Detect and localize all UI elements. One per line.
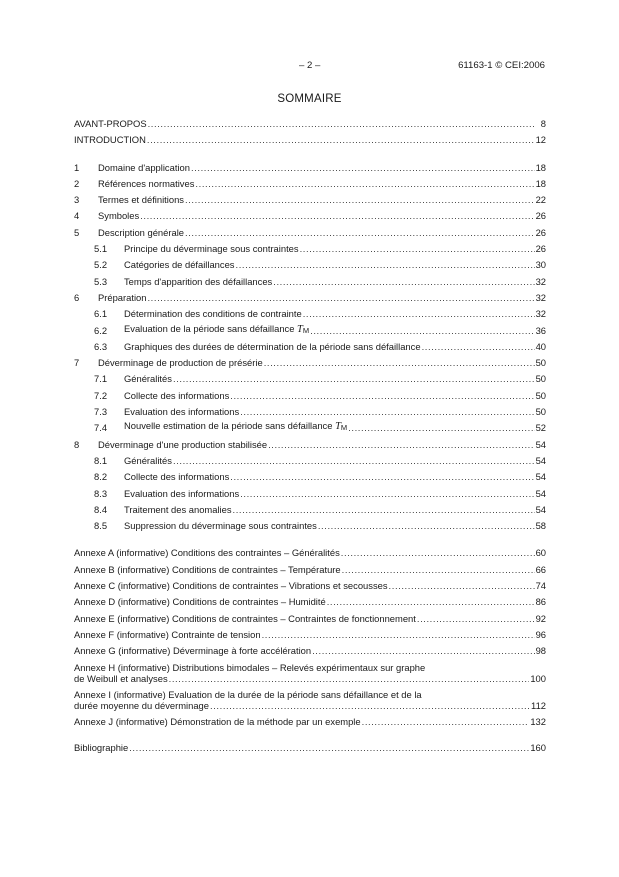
toc-entry-number: 8.1 [94, 454, 108, 466]
dot-leader [362, 716, 530, 727]
toc-entry[interactable] [74, 439, 546, 450]
toc-entry-page: 8 [540, 118, 546, 129]
toc-entry-page: 50 [535, 373, 546, 385]
toc-entry-label: Déverminage de production de présérie [98, 357, 263, 369]
toc-entry-title [124, 520, 317, 531]
toc-entry-title [98, 178, 194, 189]
toc-entry-page: 58 [535, 520, 546, 532]
toc-entry[interactable] [74, 308, 546, 319]
dot-leader [348, 422, 534, 433]
toc-entry[interactable] [74, 134, 546, 145]
toc-front-matter [74, 118, 546, 145]
toc-entry-title [98, 227, 184, 238]
toc-entry[interactable] [74, 243, 546, 254]
toc-entry-title [124, 323, 309, 336]
toc-entry[interactable] [74, 227, 546, 238]
dot-leader [303, 308, 535, 319]
toc-entry-page: 36 [535, 324, 546, 336]
toc-entry-page: 52 [535, 422, 546, 434]
toc-entry-label: Références normatives [98, 177, 195, 189]
toc-entry[interactable] [74, 504, 546, 515]
toc-annexes [74, 547, 546, 727]
toc-entry[interactable] [74, 322, 546, 336]
toc-entry-label: Généralités [124, 454, 172, 466]
toc-entry-title [74, 645, 311, 656]
dot-leader [210, 700, 530, 711]
toc-entry-page: 50 [535, 357, 546, 369]
toc-entry[interactable] [74, 580, 546, 591]
toc-entry-label: Temps d'apparition des défaillances [124, 275, 273, 287]
toc-sections [74, 162, 546, 532]
toc-entry-title [98, 357, 263, 368]
toc-entry-label-line2: durée moyenne du déverminage [74, 699, 209, 711]
toc-entry-number: 8.4 [94, 503, 108, 515]
toc-entry-label: Symboles [98, 210, 140, 222]
toc-entry[interactable] [74, 471, 546, 482]
toc-entry-title [98, 292, 146, 303]
toc-entry-number: 8.3 [94, 487, 108, 499]
dot-leader [147, 292, 534, 303]
table-of-contents [74, 118, 546, 759]
toc-entry-number: 7.1 [94, 373, 108, 385]
toc-entry-symbol: T [335, 421, 341, 433]
toc-entry-label: Suppression du déverminage sous contraintes [124, 520, 317, 532]
toc-entry-label: Principe du déverminage sous contraintes [124, 243, 299, 255]
toc-entry-page: 18 [535, 161, 546, 173]
toc-entry[interactable] [74, 178, 546, 189]
toc-entry[interactable] [74, 564, 546, 575]
toc-entry[interactable] [74, 276, 546, 287]
toc-entry-label: Bibliographie [74, 742, 129, 754]
toc-entry-label: INTRODUCTION [74, 134, 146, 146]
toc-entry-label: Catégories de défaillances [124, 259, 235, 271]
toc-entry-label: Annexe C (informative) Conditions de contraintes – Vibrations et secousses [74, 580, 388, 592]
toc-entry-title [74, 580, 388, 591]
toc-entry-number: 7.2 [94, 389, 108, 401]
toc-entry-page: 96 [535, 628, 546, 640]
toc-entry-symbol-subscript: M [340, 423, 348, 433]
toc-entry-page: 132 [530, 716, 546, 728]
toc-entry-page: 112 [531, 699, 546, 711]
toc-entry-title [124, 276, 272, 287]
toc-entry-page: 160 [530, 742, 546, 754]
dot-leader [233, 504, 535, 515]
toc-entry-label-line2: de Weibull et analyses [74, 672, 168, 684]
dot-leader [140, 210, 534, 221]
toc-entry[interactable] [74, 194, 546, 205]
toc-entry-number: 5 [74, 226, 80, 238]
toc-entry-multiline[interactable] [74, 689, 546, 711]
dot-leader [191, 162, 535, 173]
toc-entry[interactable] [74, 357, 546, 368]
toc-entry-number: 6.2 [94, 324, 108, 336]
toc-entry-page: 50 [535, 389, 546, 401]
toc-entry[interactable] [74, 406, 546, 417]
toc-entry-page: 32 [535, 308, 546, 320]
dot-leader [327, 596, 535, 607]
toc-entry-page: 54 [535, 471, 546, 483]
toc-entry-page: 26 [535, 210, 546, 222]
toc-entry-title [74, 613, 416, 624]
dot-leader [236, 259, 535, 270]
toc-entry-label: Termes et définitions [98, 194, 184, 206]
toc-entry-number: 7.4 [94, 422, 108, 434]
toc-entry-label: Annexe A (informative) Conditions des contraintes – Généralités [74, 547, 340, 559]
toc-entry-number: 8 [74, 438, 80, 450]
toc-entry-title [124, 471, 229, 482]
toc-entry-page: 92 [535, 612, 546, 624]
toc-entry-title [124, 406, 239, 417]
toc-entry-label: Collecte des informations [124, 389, 230, 401]
dot-leader [240, 488, 534, 499]
toc-entry[interactable] [74, 422, 546, 433]
toc-entry[interactable] [74, 742, 546, 753]
toc-entry[interactable] [74, 629, 546, 640]
dot-leader [185, 194, 535, 205]
toc-entry-number: 5.1 [94, 243, 108, 255]
toc-entry[interactable] [74, 259, 546, 270]
toc-entry[interactable] [74, 596, 546, 607]
dot-leader [341, 547, 535, 558]
toc-entry-title [124, 420, 347, 433]
toc-entry-label-line1: Annexe I (informative) Evaluation de la durée de la période sans défaillance et de la [74, 688, 422, 700]
toc-entry-number: 8.2 [94, 471, 108, 483]
toc-entry[interactable] [74, 716, 546, 727]
dot-leader [173, 373, 535, 384]
toc-entry-label: Annexe B (informative) Conditions de contraintes – Température [74, 563, 341, 575]
toc-entry-title [124, 373, 172, 384]
toc-entry-page: 54 [535, 487, 546, 499]
toc-entry-label: Déverminage d'une production stabilisée [98, 438, 268, 450]
toc-entry-label: Annexe F (informative) Contrainte de tension [74, 628, 261, 640]
toc-entry-number: 1 [74, 161, 80, 173]
toc-entry-title [124, 488, 239, 499]
toc-entry-title [74, 564, 341, 575]
toc-entry-title [98, 210, 139, 221]
toc-entry-page: 32 [535, 291, 546, 303]
toc-entry-label: Annexe D (informative) Conditions de contraintes – Humidité [74, 596, 326, 608]
toc-entry-number: 7 [74, 357, 80, 369]
page-number: – 2 – [299, 60, 321, 71]
toc-entry-label: Généralités [124, 373, 172, 385]
toc-entry[interactable] [74, 341, 546, 352]
toc-entry-title [74, 716, 361, 727]
toc-entry-label: Nouvelle estimation de la période sans défaillance [124, 420, 336, 432]
toc-entry-title [74, 547, 340, 558]
dot-leader [268, 439, 534, 450]
toc-entry-page: 12 [535, 134, 546, 146]
toc-entry-label: Evaluation de la période sans défaillance [124, 322, 298, 334]
toc-entry-page: 54 [535, 454, 546, 466]
toc-entry-number: 4 [74, 210, 80, 222]
toc-entry-label: Domaine d'application [98, 161, 190, 173]
toc-entry-title [124, 390, 229, 401]
toc-entry-page: 40 [535, 340, 546, 352]
toc-entry-title [74, 742, 128, 753]
toc-entry-title [124, 455, 172, 466]
toc-entry-page: 26 [535, 243, 546, 255]
dot-leader [422, 341, 535, 352]
toc-entry-label: Collecte des informations [124, 471, 230, 483]
dot-leader [264, 357, 535, 368]
toc-entry-title [74, 118, 147, 129]
dot-leader [169, 673, 530, 684]
toc-entry-number: 6.1 [94, 308, 108, 320]
dot-leader [310, 325, 534, 336]
toc-entry-symbol-subscript: M [302, 325, 310, 335]
toc-entry-label: Annexe E (informative) Conditions de contraintes – Contraintes de fonctionnement [74, 612, 416, 624]
toc-entry[interactable] [74, 547, 546, 558]
toc-entry[interactable] [74, 390, 546, 401]
dot-leader [262, 629, 535, 640]
toc-bibliography [74, 742, 546, 753]
toc-entry-page: 50 [535, 406, 546, 418]
toc-entry[interactable] [74, 292, 546, 303]
toc-entry-label: Description générale [98, 226, 184, 238]
toc-entry-label: Traitement des anomalies [124, 503, 232, 515]
toc-entry-number: 3 [74, 194, 80, 206]
toc-entry[interactable] [74, 118, 546, 129]
toc-entry-page: 98 [535, 645, 546, 657]
toc-entry-label: Annexe G (informative) Déverminage à forte accélération [74, 645, 312, 657]
toc-entry-label-line1: Annexe H (informative) Distributions bimodales – Relevés expérimentaux sur graphe [74, 661, 426, 673]
toc-entry-page: 54 [535, 503, 546, 515]
toc-entry-number: 8.5 [94, 520, 108, 532]
toc-entry-page: 54 [535, 438, 546, 450]
toc-entry-label: Détermination des conditions de contrainte [124, 308, 302, 320]
toc-entry-label: AVANT-PROPOS [74, 118, 147, 129]
toc-entry-label: Evaluation des informations [124, 487, 240, 499]
toc-title: SOMMAIRE [277, 93, 342, 105]
toc-entry[interactable] [74, 455, 546, 466]
toc-entry-title [124, 504, 232, 515]
toc-entry-title [98, 439, 267, 450]
toc-entry-line2 [74, 673, 546, 684]
toc-entry-label: Evaluation des informations [124, 406, 240, 418]
toc-entry-label: Annexe J (informative) Démonstration de la méthode par un exemple [74, 716, 361, 728]
dot-leader [273, 276, 534, 287]
dot-leader [173, 455, 535, 466]
toc-entry-number: 6 [74, 291, 80, 303]
toc-entry-title [124, 243, 299, 254]
toc-entry-title [124, 308, 302, 319]
toc-entry-title [98, 194, 184, 205]
toc-entry-number: 5.3 [94, 275, 108, 287]
dot-leader [129, 742, 529, 753]
dot-leader [417, 613, 535, 624]
toc-entry-label: Préparation [98, 291, 147, 303]
toc-entry-page: 30 [535, 259, 546, 271]
toc-entry-line2 [74, 700, 546, 711]
dot-leader [312, 645, 534, 656]
toc-entry-symbol: T [297, 323, 303, 335]
toc-entry-page: 100 [530, 672, 546, 684]
toc-entry-page: 32 [535, 275, 546, 287]
toc-entry-page: 86 [535, 596, 546, 608]
dot-leader [195, 178, 534, 189]
dot-leader [342, 564, 535, 575]
toc-entry[interactable] [74, 162, 546, 173]
dot-leader [147, 134, 535, 145]
toc-entry[interactable] [74, 520, 546, 531]
toc-entry-title [124, 341, 421, 352]
toc-entry-number: 2 [74, 177, 80, 189]
dot-leader [230, 471, 534, 482]
toc-entry-title [74, 596, 326, 607]
toc-entry-page: 22 [535, 194, 546, 206]
toc-entry-number: 7.3 [94, 406, 108, 418]
dot-leader [230, 390, 534, 401]
toc-entry[interactable] [74, 613, 546, 624]
toc-entry[interactable] [74, 488, 546, 499]
toc-entry-page: 60 [535, 547, 546, 559]
toc-entry-title [74, 134, 146, 145]
toc-entry-number: 5.2 [94, 259, 108, 271]
dot-leader [185, 227, 535, 238]
toc-entry-title [98, 162, 190, 173]
toc-entry-page: 74 [535, 580, 546, 592]
toc-entry[interactable] [74, 210, 546, 221]
dot-leader [389, 580, 535, 591]
dot-leader [300, 243, 535, 254]
dot-leader [318, 520, 535, 531]
toc-entry[interactable] [74, 373, 546, 384]
toc-entry-page: 66 [535, 563, 546, 575]
toc-entry-title [124, 259, 235, 270]
dot-leader [240, 406, 534, 417]
toc-entry[interactable] [74, 645, 546, 656]
toc-entry-title [74, 629, 261, 640]
toc-entry-page: 26 [535, 226, 546, 238]
standard-reference: 61163-1 © CEI:2006 [458, 60, 545, 71]
dot-leader [148, 118, 535, 129]
toc-entry-label: Graphiques des durées de détermination de la période sans défaillance [124, 340, 421, 352]
toc-entry-number: 6.3 [94, 340, 108, 352]
toc-entry-multiline[interactable] [74, 662, 546, 684]
toc-entry-page: 18 [535, 177, 546, 189]
